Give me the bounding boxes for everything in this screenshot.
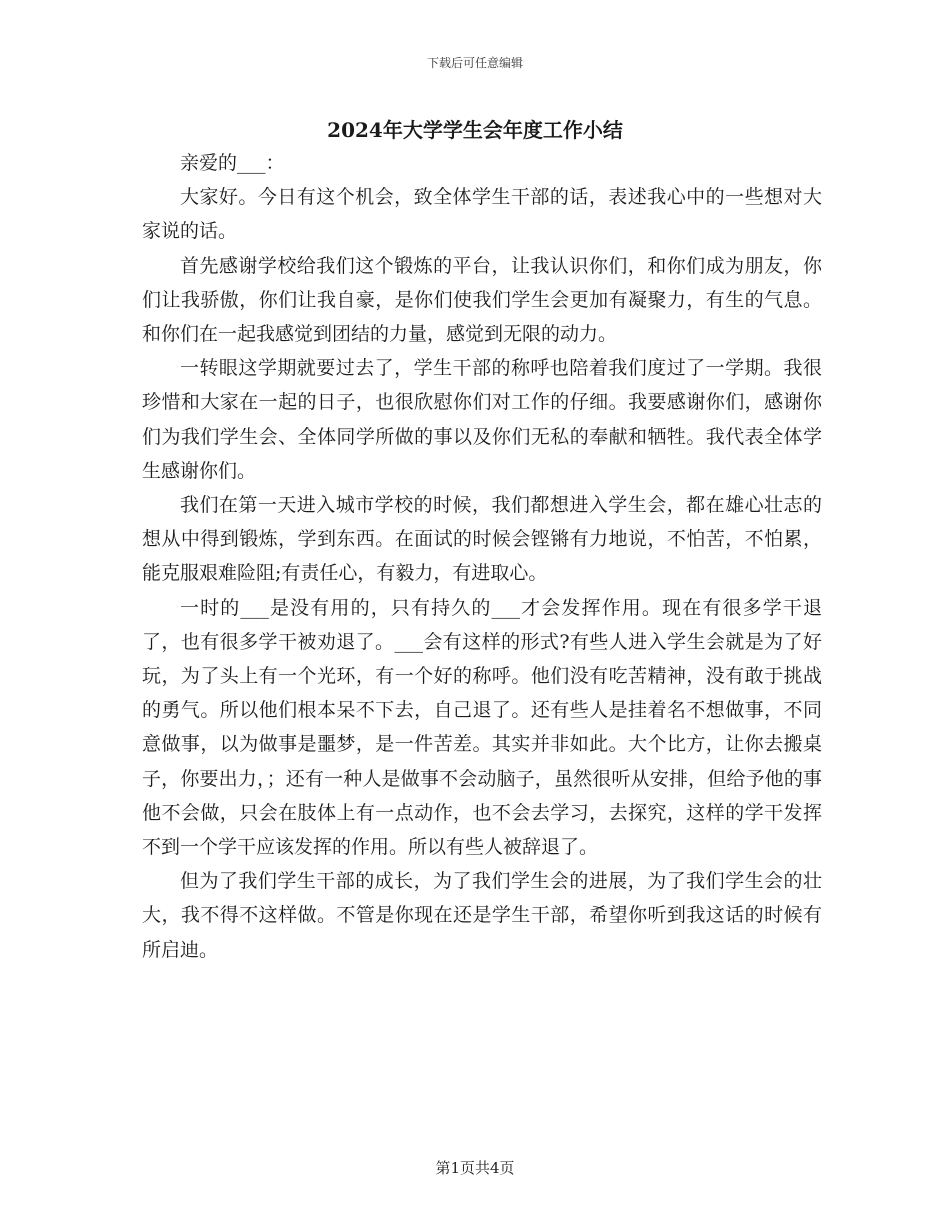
document-body <box>142 146 822 967</box>
paragraph: 但为了我们学生干部的成长，为了我们学生会的进展，为了我们学生会的壮大，我不得不这样做。不管是你现在还是学生干部，希望你听到我这话的时候有所启迪。 <box>142 870 822 961</box>
header-note: 下载后可任意编辑 <box>426 56 523 70</box>
salutation: 亲爱的___： <box>180 152 285 174</box>
document-title: 2024年大学学生会年度工作小结 <box>327 118 623 142</box>
paragraph: 我们在第一天进入城市学校的时候，我们都想进入学生会，都在雄心壮志的想从中得到锻炼，学到东西。在面试的时候会铿锵有力地说，不怕苦，不怕累，能克服艰难险阻;有责任心，有毅力，有进取心。 <box>142 494 822 585</box>
paragraph: 大家好。今日有这个机会，致全体学生干部的话，表述我心中的一些想对大家说的话。 <box>142 186 822 243</box>
page-footer: 第1页共4页 <box>435 1159 515 1177</box>
paragraph: 一转眼这学期就要过去了，学生干部的称呼也陪着我们度过了一学期。我很珍惜和大家在一起的日子，也很欣慰你们对工作的仔细。我要感谢你们，感谢你们为我们学生会、全体同学所做的事以及你们无私的奉献和牺牲。我代表全体学生感谢你们。 <box>142 357 822 482</box>
paragraph: 一时的___是没有用的，只有持久的___才会发挥作用。现在有很多学干退了，也有很多学干被劝退了。___会有这样的形式?有些人进入学生会就是为了好玩，为了头上有一个光环，有一个好的称呼。他们没有吃苦精神，没有敢于挑战的勇气。所以他们根本呆不下去，自己退了。还有些人是挂着名不想做事，不同意做事，以为做事是噩梦，是一件苦差。其实并非如此。大个比方，让你去搬桌子，你要出力，；还有一种人是做事不会动脑子，虽然很听从安排，但给予他的事他不会做，只会在肢体上有一点动作，也不会去学习，去探究，这样的学干发挥不到一个学干应该发挥的作用。所以有些人被辞退了。 <box>142 596 822 859</box>
paragraph: 首先感谢学校给我们这个锻炼的平台，让我认识你们，和你们成为朋友，你们让我骄傲，你们让我自豪，是你们使我们学生会更加有凝聚力，有生的气息。和你们在一起我感觉到团结的力量，感觉到无限的动力。 <box>142 254 822 346</box>
